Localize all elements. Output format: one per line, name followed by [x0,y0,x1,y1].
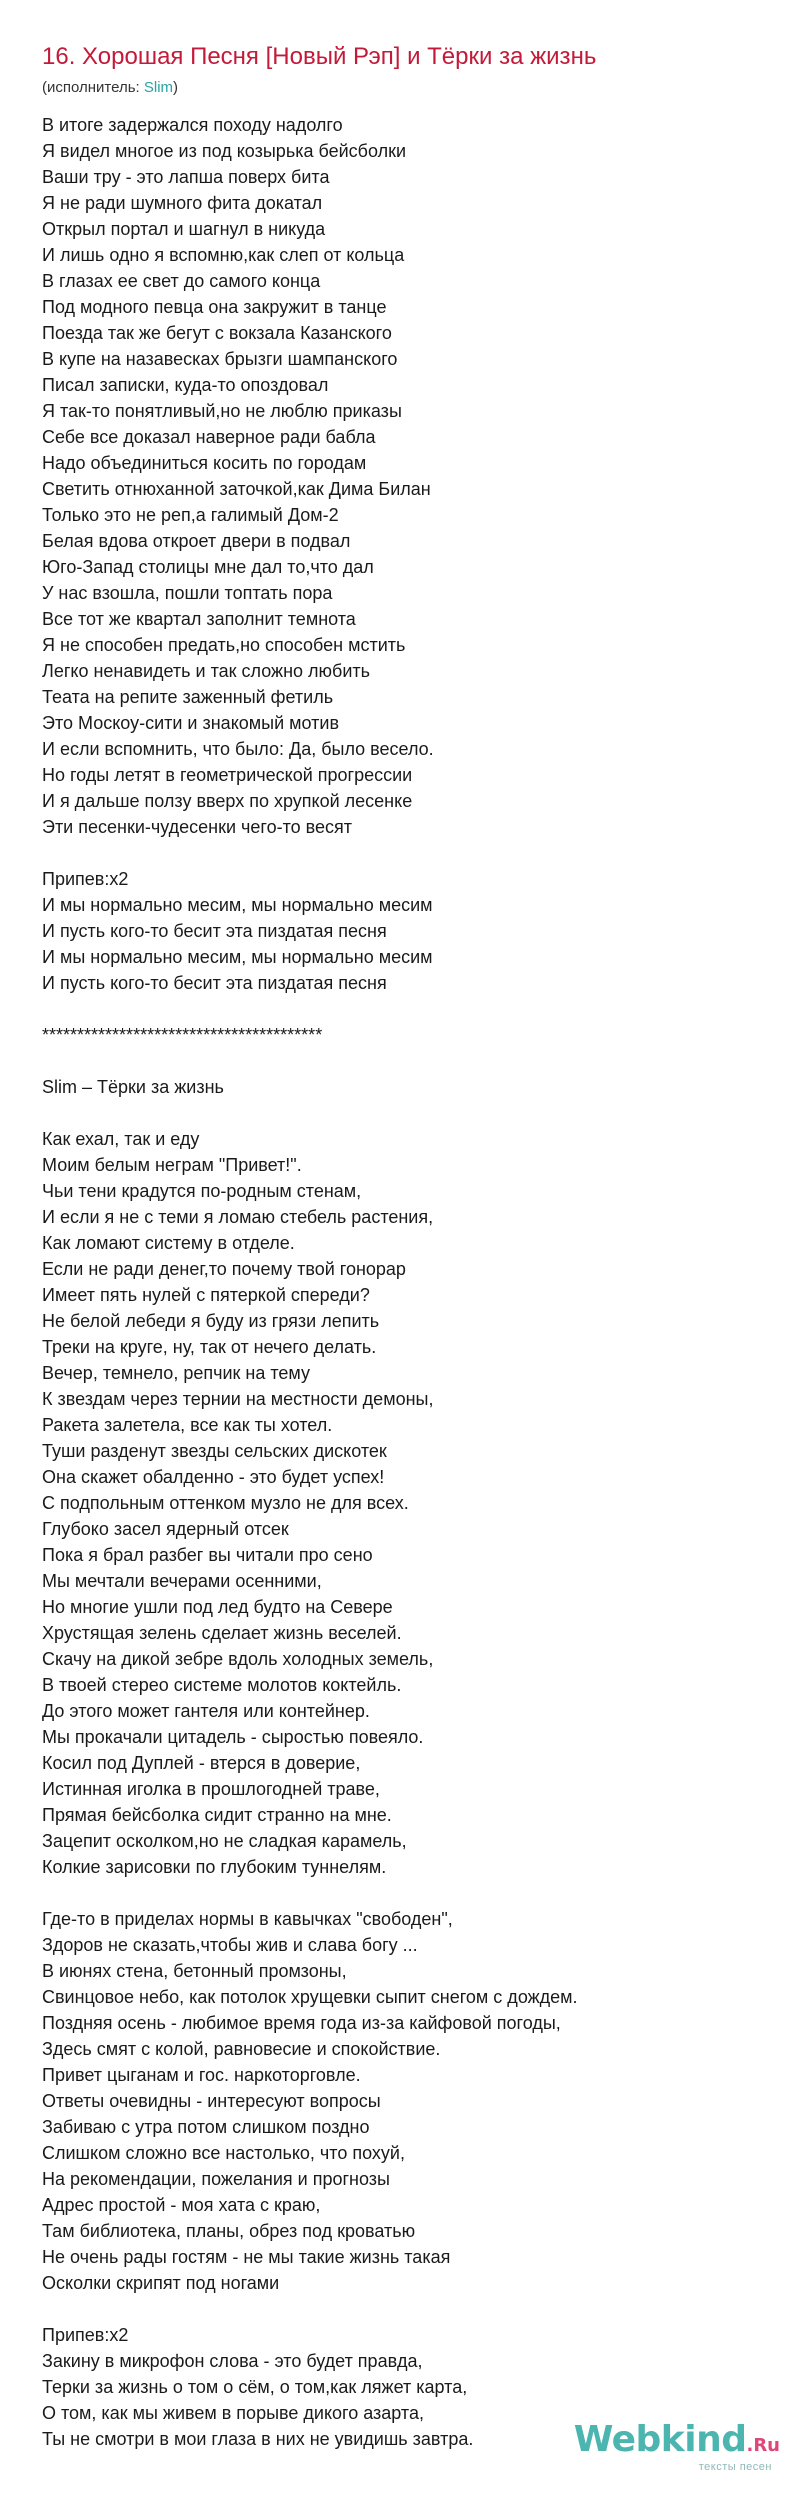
artist-prefix: (исполнитель: [42,79,144,96]
lyric-line: Осколки скрипят под ногами [42,2273,280,2293]
lyric-line: И пусть кого-то бесит эта пиздатая песня [42,973,387,993]
lyric-line: В глазах ее свет до самого конца [42,271,321,291]
lyric-line: И лишь одно я вспомню,как слеп от кольца [42,245,405,265]
lyric-line: На рекомендации, пожелания и прогнозы [42,2169,390,2189]
lyric-line: Здоров не сказать,чтобы жив и слава богу ... [42,1935,418,1955]
lyric-line: Мы прокачали цитадель - сыростью повеяло. [42,1727,424,1747]
lyric-line: Забиваю с утра потом слишком поздно [42,2117,370,2137]
artist-line [42,78,770,98]
lyric-line: Свинцовое небо, как потолок хрущевки сыпит снегом с дождем. [42,1987,578,2007]
lyric-line: Открыл портал и шагнул в никуда [42,219,326,239]
lyric-line: Чьи тени крадутся по-родным стенам, [42,1181,362,1201]
lyric-line: И я дальше ползу вверх по хрупкой лесенке [42,791,413,811]
lyric-line: Треки на круге, ну, так от нечего делать. [42,1337,377,1357]
lyric-line: Слишком сложно все настолько, что похуй, [42,2143,405,2163]
artist-link[interactable]: Slim [143,79,174,96]
lyric-line: О том, как мы живем в порыве дикого азарта, [42,2403,424,2423]
lyric-line [42,996,770,1022]
lyric-line: Теата на репите заженный фетиль [42,687,334,707]
lyric-line: Это Москоу-сити и знакомый мотив [42,713,339,733]
lyric-line: Туши разденут звезды сельских дискотек [42,1441,387,1461]
lyric-line: Истинная иголка в прошлогодней траве, [42,1779,380,1799]
lyric-line: В июнях стена, бетонный промзоны, [42,1961,347,1981]
logo-main-text: Webkind [573,2419,747,2460]
lyric-line: И мы нормально месим, мы нормально месим [42,947,433,967]
lyric-line: В твоей стерео системе молотов коктейль. [42,1675,402,1695]
lyric-line: Колкие зарисовки по глубоким туннелям. [42,1857,387,1877]
lyric-line: Скачу на дикой зебре вдоль холодных земель, [42,1649,434,1669]
lyric-line: Писал записки, куда-то опоздовал [42,375,329,395]
lyric-line: Как ломают систему в отделе. [42,1233,295,1253]
site-logo[interactable] [570,2420,780,2478]
lyric-line: Slim – Тёрки за жизнь [42,1077,224,1097]
lyric-line [42,1100,770,1126]
lyric-line [42,1880,770,1906]
lyric-line: Не очень рады гостям - не мы такие жизнь такая [42,2247,451,2267]
lyric-line: И если вспомнить, что было: Да, было весело. [42,739,434,759]
lyric-line: Зацепит осколком,но не сладкая карамель, [42,1831,407,1851]
lyric-line: Вечер, темнело, репчик на тему [42,1363,310,1383]
lyric-line: Легко ненавидеть и так сложно любить [42,661,371,681]
lyric-line: Но годы летят в геометрической прогрессии [42,765,413,785]
lyric-line: Она скажет обалденно - это будет успех! [42,1467,385,1487]
lyric-line: Мы мечтали вечерами осенними, [42,1571,322,1591]
lyric-line: Я так-то понятливый,но не люблю приказы [42,401,402,421]
logo-suffix: .Ru [746,2435,780,2456]
lyric-line: Эти песенки-чудесенки чего-то весят [42,817,353,837]
lyric-line: И пусть кого-то бесит эта пиздатая песня [42,921,387,941]
lyric-line: Пока я брал разбег вы читали про сено [42,1545,373,1565]
lyric-line: У нас взошла, пошли топтать пора [42,583,333,603]
lyric-line: Надо объединиться косить по городам [42,453,367,473]
lyric-line: Себе все доказал наверное ради бабла [42,427,376,447]
lyric-line: Припев:x2 [42,869,129,889]
lyric-line: Светить отнюханной заточкой,как Дима Билан [42,479,431,499]
lyric-line: Моим белым неграм "Привет!". [42,1155,302,1175]
lyric-line: К звездам через тернии на местности демоны, [42,1389,434,1409]
lyric-line: Если не ради денег,то почему твой гонорар [42,1259,406,1279]
lyric-line: Как ехал, так и еду [42,1129,200,1149]
lyric-line: Я не способен предать,но способен мстить [42,635,406,655]
lyric-line: Поздняя осень - любимое время года из-за кайфовой погоды, [42,2013,561,2033]
lyric-line: Там библиотека, планы, обрез под кроватью [42,2221,416,2241]
lyric-line: В купе на назавесках брызги шампанского [42,349,398,369]
song-title: 16. Хорошая Песня [Новый Рэп] и Тёрки за жизнь [42,43,597,70]
lyrics-text [42,112,770,2452]
lyric-line: Только это не реп,а галимый Дом-2 [42,505,339,525]
lyric-line: Прямая бейсболка сидит странно на мне. [42,1805,392,1825]
lyric-line: Ты не смотри в мои глаза в них не увидишь завтра. [42,2429,474,2449]
lyric-line: Терки за жизнь о том о сём, о том,как ляжет карта, [42,2377,468,2397]
lyric-line: Ответы очевидны - интересуют вопросы [42,2091,381,2111]
lyric-line: Не белой лебеди я буду из грязи лепить [42,1311,380,1331]
lyric-line: Ракета залетела, все как ты хотел. [42,1415,333,1435]
lyric-line: Хрустящая зелень сделает жизнь веселей. [42,1623,402,1643]
lyric-line: Адрес простой - моя хата с краю, [42,2195,321,2215]
lyric-line: Под модного певца она закружит в танце [42,297,387,317]
lyric-line [42,2296,770,2322]
lyric-line: Но многие ушли под лед будто на Севере [42,1597,393,1617]
lyric-line: С подпольным оттенком музло не для всех. [42,1493,409,1513]
lyric-line: Косил под Дуплей - втерся в доверие, [42,1753,361,1773]
lyric-line: Ваши тру - это лапша поверх бита [42,167,330,187]
lyric-line: Я видел многое из под козырька бейсболки [42,141,407,161]
lyric-line: Все тот же квартал заполнит темнота [42,609,356,629]
lyric-line: Я не ради шумного фита докатал [42,193,323,213]
lyric-line: Юго-Запад столицы мне дал то,что дал [42,557,374,577]
lyric-line: Глубоко засел ядерный отсек [42,1519,289,1539]
lyric-line: До этого может гантеля или контейнер. [42,1701,370,1721]
lyric-line: В итоге задержался походу надолго [42,115,343,135]
artist-suffix: ) [173,79,179,96]
logo-tagline: тексты песен [698,2461,772,2473]
lyric-line: Белая вдова откроет двери в подвал [42,531,351,551]
lyric-line: И мы нормально месим, мы нормально месим [42,895,433,915]
lyric-line: Поезда так же бегут с вокзала Казанского [42,323,392,343]
lyric-line [42,840,770,866]
lyric-line: Закину в микрофон слова - это будет правда, [42,2351,423,2371]
lyric-line [42,1048,770,1074]
lyric-line: Привет цыганам и гос. наркоторговле. [42,2065,361,2085]
lyric-line: Имеет пять нулей с пятеркой спереди? [42,1285,370,1305]
lyric-line: И если я не с теми я ломаю стебель растения, [42,1207,434,1227]
lyric-line: Здесь смят с колой, равновесие и спокойствие. [42,2039,441,2059]
lyric-line: Где-то в приделах нормы в кавычках "свободен", [42,1909,453,1929]
lyric-line: **************************************** [42,1025,323,1045]
lyric-line: Припев:x2 [42,2325,129,2345]
